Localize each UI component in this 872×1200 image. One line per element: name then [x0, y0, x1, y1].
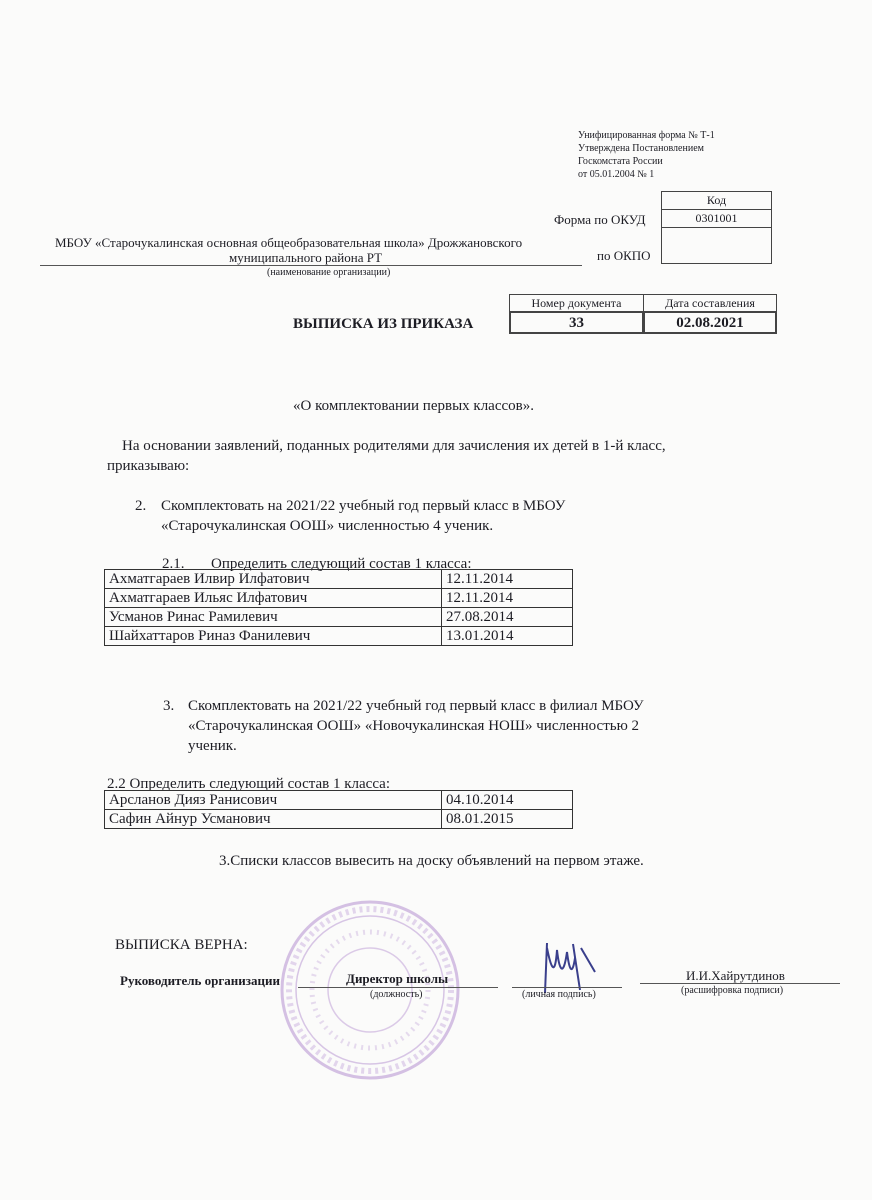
form-header-line3: Госкомстата России — [578, 156, 663, 167]
form-header-line4: от 05.01.2004 № 1 — [578, 169, 655, 180]
table-row — [105, 608, 573, 627]
okpo-value — [661, 227, 772, 264]
sign-caption: (личная подпись) — [522, 989, 596, 1000]
table-row — [105, 627, 573, 646]
form-header-line2: Утверждена Постановлением — [578, 143, 704, 154]
student-birthdate: 08.01.2015 — [442, 810, 573, 829]
student-name: Сафин Айнур Усманович — [105, 810, 442, 829]
order-subject: «О комплектовании первых классов». — [293, 398, 534, 414]
student-birthdate: 12.11.2014 — [442, 589, 573, 608]
name-underline — [640, 983, 840, 984]
head-label: Руководитель организации — [120, 973, 280, 988]
okud-value: 0301001 — [661, 209, 772, 228]
item21-number: 2.1. — [162, 556, 185, 572]
item21-text: Определить следующий состав 1 класса: — [211, 556, 472, 572]
student-name: Ахматгараев Илвир Илфатович — [105, 570, 442, 589]
item2-line2: «Старочукалинская ООШ» численностью 4 ученик. — [161, 518, 494, 534]
doc-date: 02.08.2021 — [643, 311, 777, 334]
table-row — [105, 791, 573, 810]
student-birthdate: 04.10.2014 — [442, 791, 573, 810]
intro-line1: На основании заявлений, поданных родителями для зачисления их детей в 1-й класс, — [122, 438, 666, 454]
okud-label: Форма по ОКУД — [554, 212, 646, 227]
name-caption: (расшифровка подписи) — [681, 985, 784, 996]
okpo-label: по ОКПО — [597, 248, 651, 263]
position-caption: (должность) — [370, 989, 423, 1000]
doc-number-header: Номер документа — [509, 294, 644, 312]
document-title: ВЫПИСКА ИЗ ПРИКАЗА — [293, 316, 474, 332]
student-birthdate: 13.01.2014 — [442, 627, 573, 646]
item3-line2: «Старочукалинская ООШ» «Новочукалинская НОШ» численностью 2 — [188, 718, 640, 734]
table-row — [105, 589, 573, 608]
table-row — [105, 570, 573, 589]
item3-line3: ученик. — [188, 738, 237, 754]
organization-underline — [40, 265, 582, 266]
table-row — [105, 810, 573, 829]
head-position: Директор школы — [346, 971, 449, 986]
sign-underline — [512, 987, 622, 988]
item2-number: 2. — [135, 498, 147, 514]
organization-line2: муниципального района РТ — [229, 250, 383, 265]
item2-line1: Скомплектовать на 2021/22 учебный год первый класс в МБОУ — [161, 498, 566, 514]
form-header — [578, 129, 715, 181]
doc-number: 33 — [509, 311, 644, 334]
student-name: Арсланов Дияз Ранисович — [105, 791, 442, 810]
student-name: Ахматгараев Ильяс Илфатович — [105, 589, 442, 608]
verified-label: ВЫПИСКА ВЕРНА: — [115, 937, 248, 953]
class-list-2 — [104, 790, 573, 829]
intro-line2: приказываю: — [107, 458, 190, 474]
student-birthdate: 12.11.2014 — [442, 570, 573, 589]
item3-line1: Скомплектовать на 2021/22 учебный год первый класс в филиал МБОУ — [188, 698, 644, 714]
position-underline — [298, 987, 498, 988]
doc-date-header: Дата составления — [643, 294, 777, 312]
student-name: Усманов Ринас Рамилевич — [105, 608, 442, 627]
class-list-1 — [104, 569, 573, 646]
head-name: И.И.Хайрутдинов — [686, 968, 785, 983]
organization-line1: МБОУ «Старочукалинская основная общеобразовательная школа» Дрожжановского — [55, 235, 523, 250]
code-header: Код — [661, 191, 772, 210]
student-name: Шайхаттаров Риназ Фанилевич — [105, 627, 442, 646]
student-birthdate: 27.08.2014 — [442, 608, 573, 627]
organization-caption: (наименование организации) — [267, 267, 391, 278]
item-last: 3.Списки классов вывесить на доску объявлений на первом этаже. — [219, 853, 644, 869]
item22-text: 2.2 Определить следующий состав 1 класса: — [107, 776, 390, 792]
form-header-line1: Унифицированная форма № Т-1 — [578, 130, 715, 141]
item3-number: 3. — [163, 698, 175, 714]
